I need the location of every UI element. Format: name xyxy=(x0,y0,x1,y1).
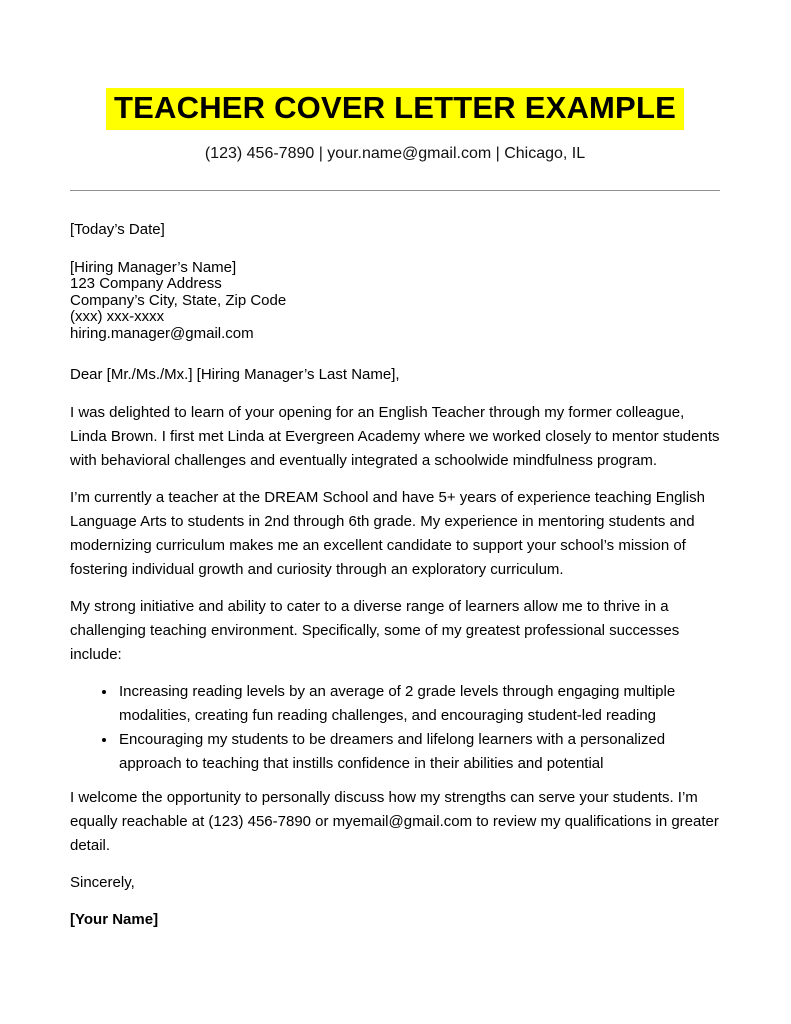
letter-body xyxy=(70,219,720,933)
date-line: [Today’s Date] xyxy=(70,220,165,238)
bullet-item: • Increasing reading levels by an average of 2 grade levels through engaging multiple modalities, creating fun reading challenges, and encouraging student-led reading xyxy=(117,680,720,728)
page-title xyxy=(70,88,720,130)
contact-line: (123) 456-7890 | your.name@gmail.com | Chicago, IL xyxy=(204,144,586,162)
paragraph-experience: I’m currently a teacher at the DREAM School and have 5+ years of experience teaching English Language Arts to students in 2nd through 6th grade. My experience in mentoring students and modernizing curriculum makes me an excellent candidate to support your school’s mission of fostering individual growth and curiosity through an exploratory curriculum. xyxy=(70,489,705,579)
signature-name: [Your Name] xyxy=(70,911,159,929)
bullet-item: • Encouraging my students to be dreamers and lifelong learners with a personalized approach to teaching that instills confidence in their abilities and potential xyxy=(117,728,720,776)
recipient-block xyxy=(70,260,720,343)
sign-off: Sincerely, xyxy=(70,874,135,892)
recipient-email: hiring.manager@gmail.com xyxy=(70,324,254,342)
salutation: Dear [Mr./Ms./Mx.] [Hiring Manager’s Last Name], xyxy=(70,366,400,384)
paragraph-intro: I was delighted to learn of your opening for an English Teacher through my former colleague, Linda Brown. I first met Linda at Evergreen Academy where we worked closely to mentor students with behavioral challenges and eventually integrated a schoolwide mindfulness program. xyxy=(70,404,720,470)
recipient-city-state-zip: Company’s City, State, Zip Code xyxy=(70,291,287,309)
header-divider xyxy=(70,190,720,191)
letter-header xyxy=(70,88,720,163)
paragraph-successes-lead: My strong initiative and ability to cater to a diverse range of learners allow me to thrive in a challenging teaching environment. Specifically, some of my greatest professional successes include: xyxy=(70,598,680,664)
bullet-list xyxy=(70,680,720,776)
closing-paragraph: I welcome the opportunity to personally discuss how my strengths can serve your students. I’m equally reachable at (123) 456-7890 or myemail@gmail.com to review my qualifications in greater detail. xyxy=(70,789,719,855)
page-title-highlight: TEACHER COVER LETTER EXAMPLE xyxy=(106,88,684,130)
recipient-name: [Hiring Manager’s Name] xyxy=(70,258,237,276)
recipient-address: 123 Company Address xyxy=(70,275,222,293)
recipient-phone: (xxx) xxx-xxxx xyxy=(70,308,165,326)
